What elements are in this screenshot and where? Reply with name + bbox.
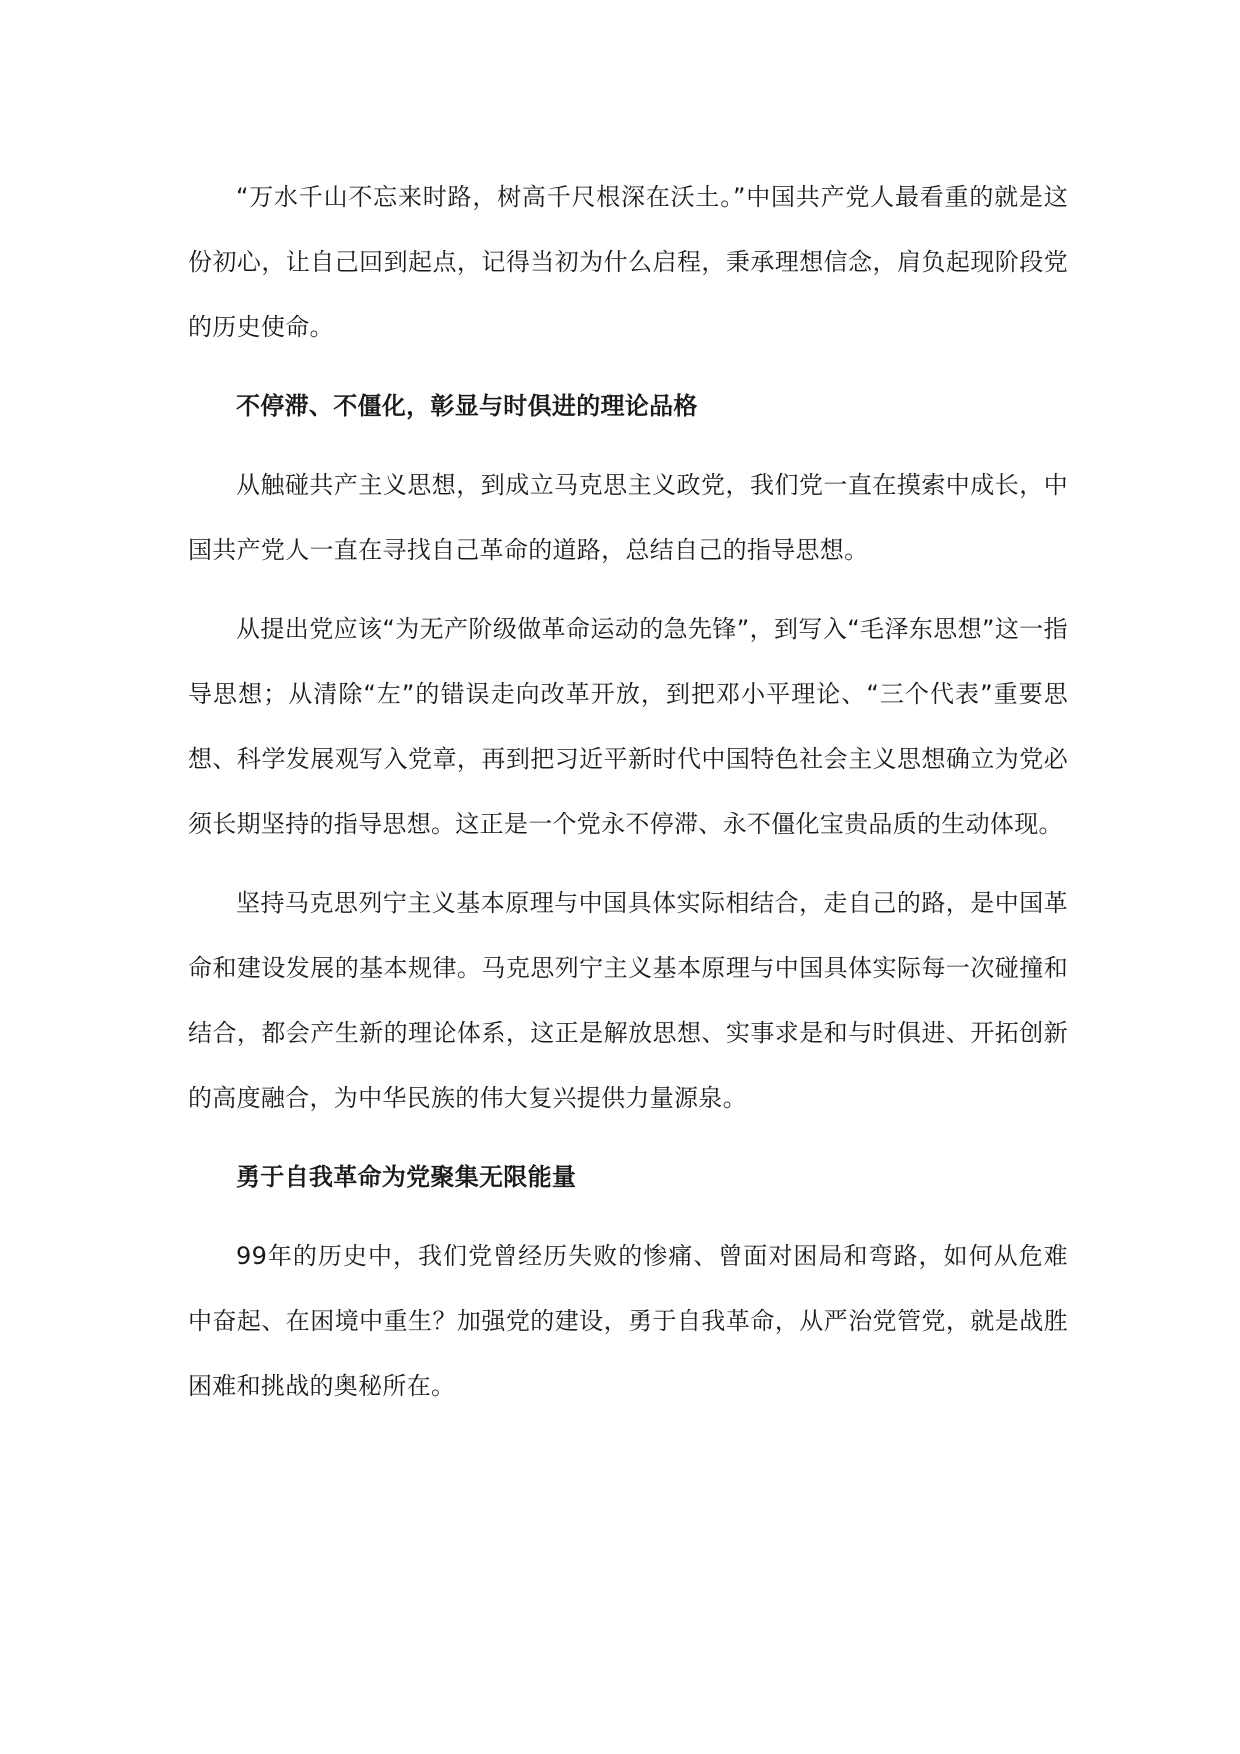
document-body xyxy=(188,165,1068,1419)
paragraph-guiding-thought: 从提出党应该“为无产阶级做革命运动的急先锋”，到写入“毛泽东思想”这一指导思想；从清除“左”的错误走向改革开放，到把邓小平理论、“三个代表”重要思想、科学发展观写入党章，再到把习近平新时代中国特色社会主义思想确立为党必须长期坚持的指导思想。这正是一个党永不停滞、永不僵化宝贵品质的生动体现。 xyxy=(188,615,1068,838)
section-heading-self-revolution: 勇于自我革命为党聚集无限能量 xyxy=(236,1163,577,1191)
paragraph-history: 99年的历史中，我们党曾经历失败的惨痛、曾面对困局和弯路，如何从危难中奋起、在困境中重生？加强党的建设，勇于自我革命，从严治党管党，就是战胜困难和挑战的奥秘所在。 xyxy=(188,1242,1068,1400)
paragraph-exploration: 从触碰共产主义思想，到成立马克思主义政党，我们党一直在摸索中成长，中国共产党人一直在寻找自己革命的道路，总结自己的指导思想。 xyxy=(188,471,1068,564)
section-heading-theory: 不停滞、不僵化，彰显与时俱进的理论品格 xyxy=(236,392,698,420)
paragraph-marxism-china: 坚持马克思列宁主义基本原理与中国具体实际相结合，走自己的路，是中国革命和建设发展的基本规律。马克思列宁主义基本原理与中国具体实际每一次碰撞和结合，都会产生新的理论体系，这正是解放思想、实事求是和与时俱进、开拓创新的高度融合，为中华民族的伟大复兴提供力量源泉。 xyxy=(188,889,1068,1112)
paragraph-intro: “万水千山不忘来时路，树高千尺根深在沃土。”中国共产党人最看重的就是这份初心，让自己回到起点，记得当初为什么启程，秉承理想信念，肩负起现阶段党的历史使命。 xyxy=(188,183,1068,341)
